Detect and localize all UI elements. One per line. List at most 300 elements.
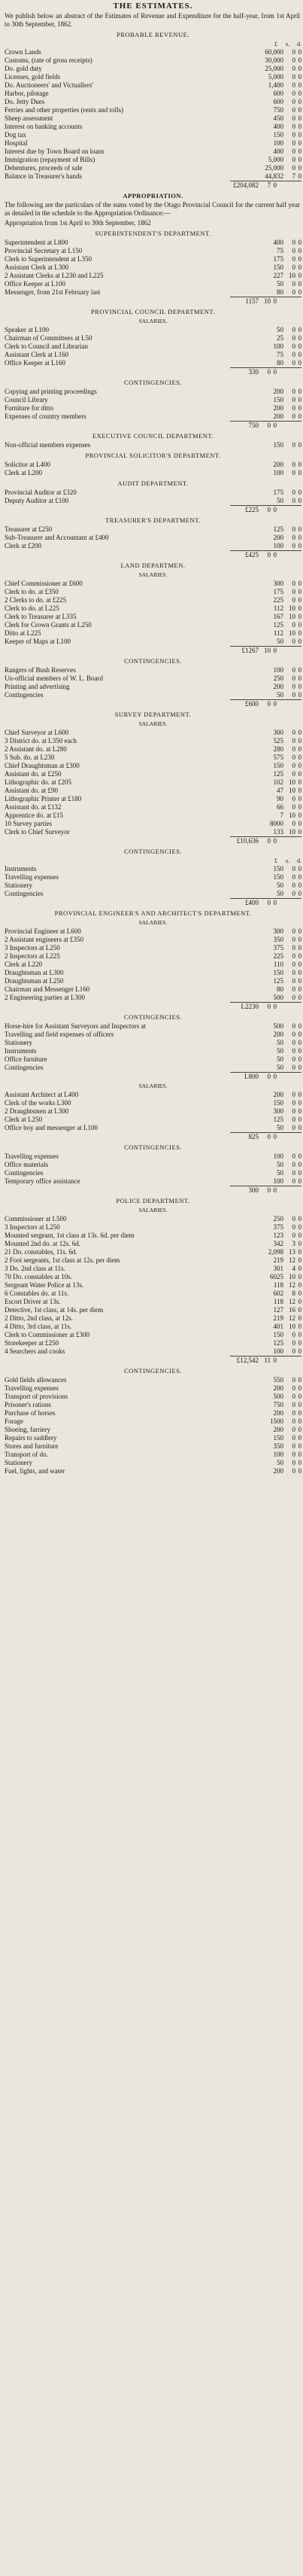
line-item [5, 1116, 301, 1124]
amount-pence: 0 [298, 1161, 301, 1168]
amount-pounds: 100 [273, 1153, 283, 1160]
amount-pounds: 25,000 [265, 65, 283, 72]
amount-shillings: 0 [267, 506, 271, 513]
amount-shillings: 0 [292, 1091, 295, 1098]
line-item [5, 1177, 301, 1186]
amount-shillings: 0 [292, 580, 295, 587]
item-label: Mounted sergeant, 1st class at 13s. 6d. per diem [5, 1232, 135, 1239]
amount-pounds: 112 [273, 604, 283, 612]
line-item [5, 873, 301, 882]
item-label: 2 Foot sergeants, 1st class at 12s. per diem [5, 1256, 120, 1264]
line-item [5, 413, 301, 421]
line-item [5, 778, 301, 787]
department-section [5, 379, 301, 430]
line-item [5, 1417, 301, 1426]
line-item [5, 1248, 301, 1256]
amount-pence: 0 [298, 1409, 301, 1417]
line-item [5, 803, 301, 811]
item-label: Sheep assessment [5, 114, 53, 122]
amount-pounds: 50 [277, 890, 283, 897]
amount-pence: 0 [273, 899, 277, 906]
amount-pence: 0 [298, 497, 301, 504]
amount-pence: 0 [298, 106, 301, 114]
amount-shillings: 0 [267, 837, 271, 845]
revenue-row [5, 73, 301, 81]
amount-pounds: 200 [273, 1409, 283, 1417]
amount-shillings: 12 [289, 1281, 295, 1289]
amount-pounds: 300 [273, 1107, 283, 1115]
item-label: Chief Commissioner at £600 [5, 580, 83, 587]
amount-pence: 0 [298, 1232, 301, 1239]
amount-pence: 0 [298, 674, 301, 682]
amount-pence: 0 [298, 828, 301, 836]
amount-shillings: 0 [292, 461, 295, 468]
item-label: Printing and advertising [5, 683, 70, 690]
item-label: 3 Inspectors at L250 [5, 944, 60, 952]
amount-pounds: 150 [273, 263, 283, 271]
amount-shillings: 0 [292, 164, 295, 172]
amount-pence: 0 [298, 131, 301, 139]
amount-pence: 0 [298, 890, 301, 897]
amount-pence: 0 [298, 441, 301, 449]
amount-pence: 0 [298, 683, 301, 690]
amount-pence: 0 [298, 343, 301, 350]
line-item [5, 1124, 301, 1132]
line-item [5, 1393, 301, 1401]
section-heading: CONTINGENCIES. [123, 1013, 183, 1021]
amount-pounds: 100 [273, 542, 283, 550]
amount-pounds: 1157 [245, 297, 259, 305]
amount-shillings: 0 [292, 48, 295, 56]
amount-pence: 0 [298, 691, 301, 699]
amount-pence: 0 [298, 247, 301, 254]
amount-shillings: 0 [292, 534, 295, 541]
amount-shillings: 10 [289, 828, 295, 836]
amount-pence: 0 [298, 534, 301, 541]
department-section [5, 562, 301, 655]
column-header: d. [297, 41, 301, 47]
item-label: Travelling and field expenses of officers [5, 1031, 114, 1038]
line-item [5, 247, 301, 255]
section-heading: CONTINGENCIES. [123, 1367, 183, 1375]
amount-pounds: £10,636 [236, 837, 259, 845]
amount-pounds: 575 [273, 754, 283, 761]
line-item [5, 272, 301, 280]
amount-shillings: 11 [264, 1357, 271, 1364]
item-label: Dog tax [5, 131, 26, 139]
amount-pence: 0 [273, 647, 277, 654]
item-label: Purchase of horses [5, 1409, 56, 1417]
amount-pounds: 125 [273, 525, 283, 533]
amount-pounds: 50 [277, 691, 283, 699]
amount-pence: 0 [273, 181, 277, 189]
revenue-row [5, 65, 301, 73]
item-label: Interest due by Town Board on loans [5, 148, 105, 155]
amount-pence: 0 [298, 139, 301, 147]
amount-pounds: 100 [273, 469, 283, 477]
amount-shillings: 0 [292, 1047, 295, 1055]
amount-pence: 0 [273, 422, 277, 429]
amount-pence: 0 [298, 413, 301, 420]
amount-shillings: 10 [289, 272, 295, 279]
item-label: Travelling expenses [5, 1153, 59, 1160]
amount-pence: 0 [298, 1281, 301, 1289]
amount-pounds: 100 [273, 1451, 283, 1458]
amount-pounds: 219 [273, 1256, 283, 1264]
amount-pence: 0 [298, 1393, 301, 1400]
amount-shillings: 0 [267, 1073, 271, 1080]
amount-pence: 0 [298, 396, 301, 403]
amount-shillings: 10 [264, 647, 271, 654]
amount-shillings: 0 [267, 1003, 271, 1010]
section-heading: TREASURER'S DEPARTMENT. [105, 516, 201, 524]
amount-pounds: £600 [245, 700, 259, 708]
amount-pounds: 110 [273, 961, 283, 968]
item-label: Assistant Architect at L400 [5, 1091, 79, 1098]
amount-pence: 0 [298, 1064, 301, 1071]
item-label: Clerk for Crown Grants at L250 [5, 621, 92, 629]
line-item [5, 1281, 301, 1290]
amount-pence: 0 [298, 461, 301, 468]
amount-shillings: 7 [292, 172, 295, 180]
amount-shillings: 0 [292, 803, 295, 811]
department-section [5, 657, 301, 708]
amount-shillings: 0 [292, 691, 295, 699]
line-item [5, 745, 301, 754]
line-item [5, 666, 301, 674]
item-label: Stationery [5, 1039, 32, 1046]
line-item [5, 596, 301, 604]
amount-pence: 0 [298, 73, 301, 81]
amount-pounds: £225 [245, 506, 259, 513]
item-label: Clerk of the works L300 [5, 1099, 71, 1107]
line-item [5, 1031, 301, 1039]
amount-shillings: 10 [289, 629, 295, 637]
line-item [5, 828, 301, 836]
amount-pounds: 600 [273, 90, 283, 97]
item-label: Transport of provisions [5, 1393, 68, 1400]
amount-pounds: 150 [273, 762, 283, 769]
amount-shillings: 0 [292, 441, 295, 449]
item-label: Clerk to do. at L225 [5, 604, 59, 612]
line-item [5, 1467, 301, 1475]
amount-pounds: 50 [277, 497, 283, 504]
amount-pence: 0 [298, 1323, 301, 1330]
line-item [5, 1401, 301, 1409]
amount-pounds: 50 [277, 1124, 283, 1131]
amount-shillings: 0 [292, 123, 295, 130]
line-item [5, 811, 301, 820]
item-label: Apprentice do. at £15 [5, 811, 63, 819]
amount-pence: 0 [298, 994, 301, 1001]
amount-pence: 0 [298, 1467, 301, 1475]
amount-pence: 0 [298, 1306, 301, 1314]
amount-shillings: 10 [289, 787, 295, 794]
amount-pence: 0 [298, 1442, 301, 1450]
amount-shillings: 0 [292, 247, 295, 254]
amount-pounds: 80 [277, 985, 283, 993]
item-label: Non-official members expenses [5, 441, 91, 449]
amount-pence: 0 [298, 762, 301, 769]
item-label: Horse-hire for Assistant Surveyors and Inspectors at [5, 1022, 146, 1030]
line-item [5, 388, 301, 396]
amount-shillings: 0 [292, 1223, 295, 1231]
line-item [5, 985, 301, 994]
item-label: Expenses of country members [5, 413, 86, 420]
amount-pounds: £204,082 [233, 181, 259, 189]
amount-pence: 0 [273, 1357, 277, 1364]
item-label: Clerk at L250 [5, 1116, 42, 1123]
amount-shillings: 10 [289, 604, 295, 612]
amount-shillings: 0 [292, 525, 295, 533]
section-heading: POLICE DEPARTMENT. [116, 1197, 190, 1204]
section-total [230, 898, 301, 907]
amount-pounds: 100 [273, 1177, 283, 1185]
item-label: Provincial Secretary at L150 [5, 247, 83, 254]
amount-shillings: 0 [292, 469, 295, 477]
line-item [5, 795, 301, 803]
amount-shillings: 0 [292, 98, 295, 105]
amount-pounds: 125 [273, 977, 283, 985]
amount-pounds: L2230 [241, 1003, 259, 1010]
amount-pence: 0 [298, 334, 301, 342]
amount-shillings: 0 [292, 977, 295, 985]
amount-pence: 0 [298, 280, 301, 288]
item-label: 2 Assistant Clerks at L230 and L225 [5, 272, 104, 279]
item-label: 2 Engineering parties at L300 [5, 994, 85, 1001]
amount-pence: 0 [298, 48, 301, 56]
line-item [5, 351, 301, 359]
item-label: Clerk at L220 [5, 961, 42, 968]
amount-pounds: 250 [273, 1215, 283, 1223]
line-item [5, 621, 301, 629]
amount-pounds: 118 [273, 1298, 283, 1305]
department-section [5, 308, 301, 376]
section-total [230, 836, 301, 845]
amount-shillings: 0 [292, 795, 295, 802]
revenue-table [5, 40, 301, 190]
line-item [5, 1442, 301, 1451]
amount-shillings: 10 [289, 613, 295, 620]
item-label: Detective, 1st class, at 14s. per diem [5, 1306, 104, 1314]
amount-shillings: 12 [289, 1314, 295, 1322]
amount-pounds: 200 [273, 1031, 283, 1038]
item-label: Mounted 2nd do. at 12s. 6d. [5, 1240, 80, 1247]
line-item [5, 580, 301, 588]
amount-pounds: 500 [273, 1022, 283, 1030]
estimates-article [5, 0, 301, 1475]
amount-pounds: 150 [273, 1434, 283, 1442]
amount-shillings: 0 [292, 927, 295, 935]
amount-shillings: 0 [292, 334, 295, 342]
amount-shillings: 0 [292, 1153, 295, 1160]
item-label: Contingencies [5, 1169, 44, 1177]
revenue-row [5, 164, 301, 172]
line-item [5, 280, 301, 288]
amount-pounds: 60,000 [265, 48, 283, 56]
item-label: Storekeeper at £250 [5, 1339, 59, 1347]
amount-shillings: 0 [292, 1031, 295, 1038]
amount-shillings: 0 [292, 1467, 295, 1475]
line-item [5, 787, 301, 795]
item-label: Office Keeper at L100 [5, 280, 66, 288]
line-item [5, 927, 301, 936]
amount-shillings: 0 [292, 351, 295, 358]
line-item [5, 674, 301, 683]
item-label: Lithographic do. at £205 [5, 778, 71, 786]
amount-shillings: 0 [292, 1434, 295, 1442]
amount-pounds: 6025 [270, 1273, 283, 1280]
amount-pounds: 330 [248, 368, 259, 376]
department-section [5, 432, 301, 449]
section-total [230, 1356, 301, 1365]
amount-shillings: 0 [292, 865, 295, 872]
amount-pounds: 150 [273, 1099, 283, 1107]
amount-pence: 0 [298, 811, 301, 819]
amount-shillings: 0 [292, 638, 295, 645]
item-label: Gold fields allowances [5, 1376, 67, 1384]
amount-pence: 0 [298, 1047, 301, 1055]
amount-pence: 0 [298, 148, 301, 155]
amount-shillings: 0 [267, 899, 271, 906]
amount-shillings: 0 [292, 326, 295, 333]
amount-pence: 0 [298, 272, 301, 279]
line-item [5, 1240, 301, 1248]
amount-pence: 0 [298, 1331, 301, 1338]
item-label: 2 Clerks to do. at £225 [5, 596, 66, 604]
amount-pounds: 133 [273, 828, 283, 836]
amount-shillings: 0 [292, 114, 295, 122]
line-item [5, 1290, 301, 1298]
amount-shillings: 8 [292, 1290, 295, 1297]
amount-pounds: 225 [273, 952, 283, 960]
amount-pounds: 80 [277, 288, 283, 296]
appropriation-lead: Appropriation from 1st April to 30th September, 1862 [5, 219, 151, 227]
item-label: 6 Constables do. at 11s. [5, 1290, 69, 1297]
amount-pence: 0 [298, 1124, 301, 1131]
line-item [5, 334, 301, 343]
amount-pounds: 401 [273, 1323, 283, 1330]
amount-shillings: 0 [292, 666, 295, 674]
amount-pence: 0 [298, 1298, 301, 1305]
amount-pounds: 175 [273, 255, 283, 263]
amount-pence: 0 [298, 729, 301, 736]
item-label: 3 District do. at L350 each [5, 737, 77, 744]
item-label: Office furniture [5, 1055, 47, 1063]
item-label: Assistant do. at £90 [5, 787, 58, 794]
item-label: Debentures, proceeds of sale [5, 164, 83, 172]
amount-pence: 0 [298, 1223, 301, 1231]
line-item [5, 638, 301, 646]
amount-pence: 0 [298, 1290, 301, 1297]
amount-shillings: 0 [292, 621, 295, 629]
amount-pounds: 825 [248, 1133, 259, 1140]
item-label: Do. Auctioneers' and Victuallers' [5, 81, 94, 89]
line-item [5, 1434, 301, 1442]
amount-shillings: 0 [292, 280, 295, 288]
amount-pounds: £12,542 [236, 1357, 259, 1364]
amount-pounds: 150 [273, 969, 283, 976]
amount-pounds: 5,000 [268, 156, 283, 163]
amount-pence: 0 [298, 1434, 301, 1442]
revenue-row [5, 98, 301, 106]
amount-shillings: 0 [292, 1169, 295, 1177]
amount-shillings: 0 [292, 961, 295, 968]
amount-shillings: 0 [292, 263, 295, 271]
amount-shillings: 0 [292, 596, 295, 604]
item-label: Assistant do. at £132 [5, 803, 62, 811]
amount-pence: 0 [298, 580, 301, 587]
amount-pounds: 200 [273, 461, 283, 468]
line-item [5, 1055, 301, 1064]
item-label: Stationery [5, 1459, 32, 1466]
section-subheading: SALARIES. [138, 571, 168, 578]
line-item [5, 441, 301, 449]
amount-pounds: 100 [273, 1347, 283, 1355]
item-label: Clerk to Superintendent at L350 [5, 255, 92, 263]
column-header: s. [285, 41, 289, 47]
amount-shillings: 0 [292, 1393, 295, 1400]
amount-pounds: 350 [273, 1442, 283, 1450]
amount-pence: 0 [298, 1426, 301, 1433]
amount-pence: 0 [298, 1347, 301, 1355]
amount-pence: 0 [298, 351, 301, 358]
amount-shillings: 0 [292, 936, 295, 943]
amount-pence: 0 [298, 1215, 301, 1223]
amount-pence: 0 [298, 588, 301, 595]
amount-pounds: 50 [277, 882, 283, 889]
section-total [230, 646, 301, 655]
amount-shillings: 0 [292, 770, 295, 778]
line-item [5, 613, 301, 621]
line-item [5, 1459, 301, 1467]
line-item [5, 1161, 301, 1169]
item-label: Do. Jetty Dues [5, 98, 45, 105]
amount-pence: 0 [298, 1376, 301, 1384]
item-label: Office boy and messenger at L100 [5, 1124, 98, 1131]
amount-pence: 0 [273, 551, 277, 559]
line-item [5, 691, 301, 699]
amount-shillings: 0 [292, 343, 295, 350]
amount-shillings: 0 [292, 388, 295, 395]
amount-shillings: 0 [292, 1401, 295, 1408]
amount-pence: 0 [298, 745, 301, 753]
item-label: Assistant do. at £250 [5, 770, 62, 778]
amount-pence: 0 [298, 969, 301, 976]
amount-pounds: 50 [277, 1161, 283, 1168]
line-item [5, 1409, 301, 1417]
column-header: s. [285, 857, 289, 864]
amount-pence: 0 [298, 239, 301, 246]
amount-pence: 0 [298, 754, 301, 761]
amount-pence: 0 [273, 700, 277, 708]
amount-pounds: 150 [273, 873, 283, 881]
amount-shillings: 0 [292, 1124, 295, 1131]
section-heading: CONTINGENCIES. [123, 657, 183, 665]
item-label: Harbor, pilotage [5, 90, 49, 97]
item-label: Contingencies [5, 890, 44, 897]
item-label: Clerk to Chief Surveyor [5, 828, 70, 836]
amount-pounds: 150 [273, 441, 283, 449]
item-label: Transport of do. [5, 1451, 48, 1458]
amount-pounds: 50 [277, 1047, 283, 1055]
section-heading: PROVINCIAL ENGINEER'S AND ARCHITECT'S DEPARTMENT. [54, 909, 252, 917]
line-item [5, 969, 301, 977]
amount-pence: 0 [298, 1314, 301, 1322]
amount-shillings: 0 [292, 1099, 295, 1107]
amount-pounds: 225 [273, 596, 283, 604]
amount-pounds: 602 [273, 1290, 283, 1297]
